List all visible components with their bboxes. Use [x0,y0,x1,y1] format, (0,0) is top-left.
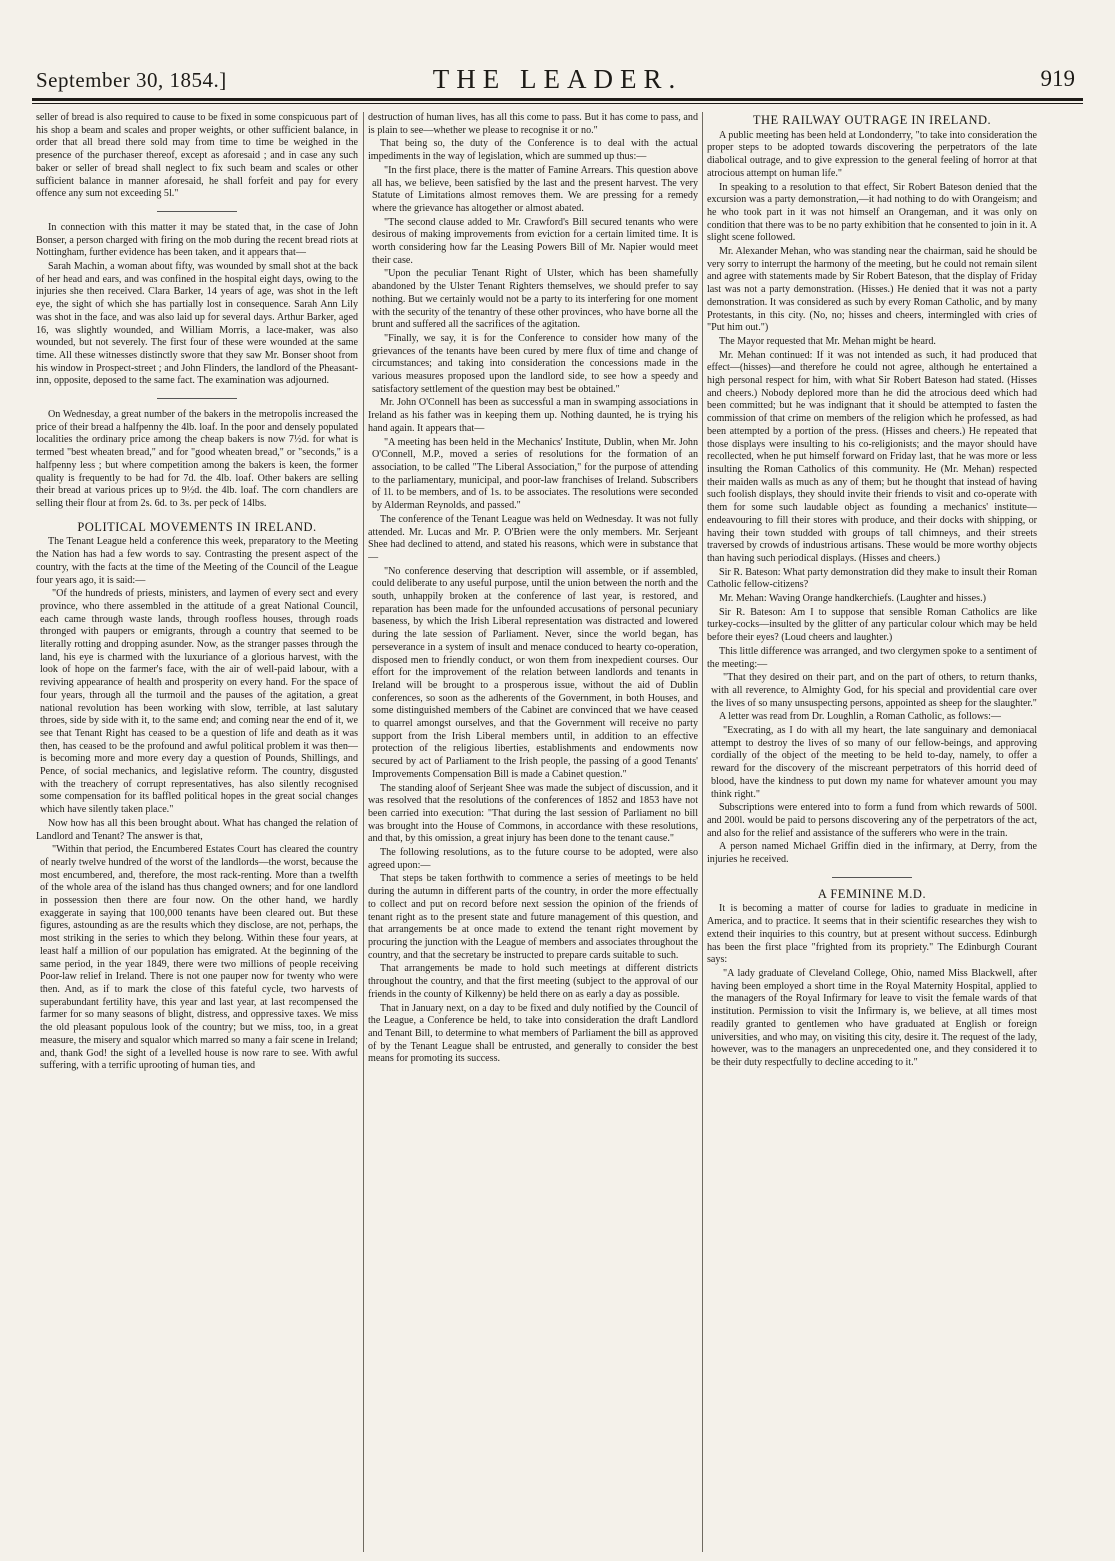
quoted-paragraph: "No conference deserving that description will assemble, or if assembled, could deliberate to any useful purpose, until the union between the north and the south, unhappily broken at the conference of last year, is restored, and reparation has been made for the unfounded accusations of personal pecuniary baseness, by which the Irish Liberal representation was distracted and lowered during the late session of Parliament. Never, since the world began, has perseverance in a system of insult and menace conduced to hearty co-operation, disposed men to friendly conduct, or won them from inexpedient courses. Our effort for the improvement of the relation between landlords and tenants in Ireland will be brought to a prosperous issue, without the aid of Dublin conferences, so soon as the adherents of the Government, in both Houses, and some distinguished members of the Cabinet are convinced that we have ceased to quarrel amongst ourselves, and that the Government will receive no party support from the Irish Liberal members until, in addition to an effective protection of the religious liberties, establishments and endowments now secured by act of Parliament to the Irish people, the passing of a good Tenants' Improvements Compensation Bill is made a Cabinet question." [372,565,698,780]
separator [832,877,912,878]
paragraph: Sir R. Bateson: What party demonstration did they make to insult their Roman Catholic fellow-citizens? [707,566,1037,591]
paragraph: Subscriptions were entered into to form a fund from which rewards of 500l. and 200l. would be paid to persons discovering any of the perpetrators of the act, and also for the relief and assistance of the sufferers who were in the train. [707,802,1037,839]
quoted-paragraph: "Upon the peculiar Tenant Right of Ulster, which has been shamefully abandoned by the Ulster Tenant Righters themselves, we should prefer to say nothing. But we certainly would not be a party to its interfering for one moment with the security of the tenantry of these other provinces, who have borne all the brunt and suffered all the sacrifices of the agitation. [372,268,698,331]
paragraph: Sarah Machin, a woman about fifty, was wounded by small shot at the back of her head and ears, and was confined in the hospital eight days, owing to the injuries she then received. Clara Barker, 14 years of age, was shot in the left eye, the sight of which she has partially lost in consequence. Sarah Ann Lily was shot in the face, and was also laid up for several days. Arthur Barker, aged 16, was slightly wounded, and William Morris, a lace-maker, was also wounded, but not severely. The first four of these were wounded at the same time. All these witnesses distinctly swore that they saw Mr. Bonser shoot from his window in Prospect-street ; and John Flinders, the landlord of the Pheasant-inn, opposite, deposed to the same fact. The examination was adjourned. [36,261,358,387]
paragraph: In connection with this matter it may be stated that, in the case of John Bonser, a person charged with firing on the mob during the recent bread riots at Nottingham, further evidence has been taken, and it appears that— [36,221,358,259]
paragraph: It is becoming a matter of course for ladies to graduate in medicine in America, and to practice. It seems that in their scientific researches they wish to extend their inquiries to this country, but at present without success. Edinburgh has been the first place "frighted from its propriety." The Edinburgh Courant says: [707,903,1037,966]
paragraph: A person named Michael Griffin died in the infirmary, at Derry, from the injuries he received. [707,841,1037,866]
paragraph: Now how has all this been brought about. What has changed the relation of Landlord and Tenant? The answer is that, [36,817,358,842]
paragraph: The Mayor requested that Mr. Mehan might be heard. [719,335,936,347]
quoted-paragraph: "Finally, we say, it is for the Conference to consider how many of the grievances of the tenants have been cured by mere flux of time and change of circumstances; and taking into consideration the concessions made in the various measures proposed upon the landlord side, to see how a speedy and satisfactory settlement of the question may best be obtained." [372,332,698,395]
column-1 [36,112,358,1552]
paragraph: The following resolutions, as to the future course to be adopted, were also agreed upon:— [368,847,698,871]
quoted-paragraph: "Of the hundreds of priests, ministers, and laymen of every sect and every province, who there assembled in the attitude of a great National Council, each came through waste lands, through roofless houses, through roads thronged with paupers or emigrants, through a country that seemed to be literally rotting and dropping asunder. Now, as the stranger passes through the land, his eye is charmed with the luxuriance of a glorious harvest, with the look of hope on the farmer's face, with the air of well-paid labour, with a reviving appearance of health and prosperity on every hand. For the space of four years, through all the turmoil and the pauses of the agitation, a great national revolution has been working with slow, terrible, at last salutary throes, side by side with it, to the same end; and coming near the end of it, we see that Tenant Right has ceased to be a question of life and death as it was then, has ceased to be the profound and awful political problem it was then—is becoming more and more every day a question of Pounds, Shillings, and Pence, of social mechanics, and legislative reform. The country, disgusted with the treachery of corrupt representatives, has also silently recognised some compensation for its baffled political hopes in the great social changes which have silently taken place." [40,588,358,816]
paragraph: destruction of human lives, has all this come to pass. But it has come to pass, and is plain to see—whether we please to recognise it or no." [368,112,698,136]
quoted-paragraph: "The second clause added to Mr. Crawford's Bill secured tenants who were desirous of making improvements from eviction for a certain limited time. It is worth considering how far the Leasing Powers Bill of Mr. Napier would meet their case. [372,216,698,266]
separator [157,398,237,399]
column-divider [363,112,364,1552]
quoted-paragraph: "A meeting has been held in the Mechanics' Institute, Dublin, when Mr. John O'Connell, M.P., moved a series of resolutions for the formation of an association, to be called "The Liberal Association," for the purpose of attending to the parliamentary, municipal, and poor-law franchises of Ireland. Subscribers of 1l. to be members, and of 1s. to be associates. The resolutions were seconded by Alderman Reynolds, and passed." [372,436,698,512]
column-divider [702,112,703,1552]
masthead [32,62,1083,96]
masthead-rule [32,98,1083,101]
paragraph: That being so, the duty of the Conference is to deal with the actual impediments in the way of legislation, which are summed up thus:— [368,138,698,163]
paragraph: A letter was read from Dr. Loughlin, a Roman Catholic, as follows:— [719,711,1002,723]
column-2 [368,112,698,1552]
paragraph: A public meeting has been held at Londonderry, "to take into consideration the proper steps to be adopted towards discovering the perpetrators of the late diabolical outrage, and to give expression to the general feeling of horror at that atrocious attempt on human life." [707,129,1037,179]
quoted-paragraph: "A lady graduate of Cleveland College, Ohio, named Miss Blackwell, after having been employed a short time in the Royal Maternity Hospital, applied to the managers of the Royal Infirmary for leave to visit the female wards of that institution. Permission to visit the Infirmary is, we believe, at all times most readily granted to gentlemen who have graduated at English or foreign universities, and who may, on visiting this city, desire it. The request of the lady, however, was to the managers an unprecedented one, and they considered it to be their duty respectfully to decline acceding to it." [711,968,1037,1068]
paragraph: The Tenant League held a conference this week, preparatory to the Meeting the Nation has had a few words to say. Contrasting the present aspect of the country, with the facts at the time of the Meeting of the Council of the League four years ago, it is said:— [36,536,358,586]
paragraph: Mr. Mehan continued: If it was not intended as such, it had produced that effect—(hisses)—and therefore he could not agree, although he entertained a high personal respect for him, with what Sir Robert Bateson had stated. (Hisses and cheers.) Nobody deplored more than he did the atrocious deed which had been committed; but he was indignant that it should be attempted to fasten the commission of that crime on members of the religion which he professed, as had been attempted by a portion of the press. (Hisses and cheers.) He repeated that those displays were insulting to his co-religionists; and the mayor should have recollected, when he put himself forward on Friday last, that he was more or less insulting the Roman Catholics of this community. He (Mr. Mehan) respected their maiden walls as much as any of them; but he thought that instead of having such foolish displays, they should invite their friends to visit and co-operate with them for some such laudable object as founding a mechanics' institute—endeavouring to fill their stores with produce, and their docks with shipping, or having their town studded with groups of tall chimneys, and their streets traversed by crowds of industrious artisans. These would be more worthy objects than having such periodical displays. (Hisses and cheers.) [707,349,1037,564]
paragraph: On Wednesday, a great number of the bakers in the metropolis increased the price of their bread a halfpenny the 4lb. loaf. In the poor and densely populated localities the ordinary price among the cheap bakers is now 7½d. for what is termed "best wheaten bread," and for "good wheaten bread," or "seconds," is a halfpenny less ; but where competition among the bakers is keen, the former quality is frequently to be had for 7d. the 4lb. loaf. Other bakers are selling their bread at various prices up to 9½d. the 4lb. loaf. The corn chandlers are selling their flour at from 2s. 6d. to 3s. per peck of 14lbs. [36,409,358,509]
separator [157,211,237,212]
masthead-rule-thin [32,103,1083,104]
issue-date: September 30, 1854.] [36,68,227,92]
paragraph: This little difference was arranged, and two clergymen spoke to a sentiment of the meeting:— [707,645,1037,670]
page-number: 919 [1040,66,1075,91]
column-3 [707,112,1037,1552]
paragraph: In speaking to a resolution to that effect, Sir Robert Bateson denied that the excursion was a party demonstration,—it had nothing to do with Orangeism; and he who took part in it was not himself an Orangeman, and it was only on condition that there was to be no party exhibition that he consented to join in it. A slight scene followed. [707,181,1037,244]
article-heading: THE RAILWAY OUTRAGE IN IRELAND. [752,113,992,127]
paragraph: Mr. Alexander Mehan, who was standing near the chairman, said he should be very sorry to interrupt the harmony of the meeting, but he could not remain silent and agree with statements made by Sir Robert Bateson, that the display of Friday last was not a party demonstration. (Hisses.) He denied that it was not a party demonstration. It was considered as such by every Roman Catholic, and by many Protestants, in this city. (No, no; hisses and cheers, intermingled with cries of "Put him out.") [707,246,1037,334]
paragraph: That steps be taken forthwith to commence a series of meetings to be held during the autumn in different parts of the country, in order the more effectually to collect and put on record before next session the opinion of the friends of tenant right as to the present state and future management of this question, and that arrangements be at once made to extend the tenant right movement by procuring the junction with the League of members and associates throughout the country, and that the secretary be instructed to prepare cards suitable to such. [368,873,698,961]
quoted-paragraph: "Within that period, the Encumbered Estates Court has cleared the country of nearly twelve hundred of the worst of the landlords—the worst, because the most encumbered, and, therefore, the most rack-renting. More than a twelfth of the whole area of the island has thus changed owners; and for one landlord in possession then there are four now. On the other hand, we hardly exaggerate in saying that 100,000 tenants have been cleared out. But these figures, astounding as are the results which they disclose, are not, perhaps, the most striking in the series to which they belong. Within these four years, at least half a million of our population has emigrated. At the beginning of the same period, in the year 1849, there were two millions of people receiving Poor-law relief in Ireland. There is not one pauper now for twenty who were then. And, as if to mark the close of this fateful cycle, two harvests of superabundant fertility have, this year and last year, at last recompensed the farmer for so many seasons of blight, distress, and oppressive taxes. We miss the old pleasant populous look of the country; but we miss, too, in a great measure, the misery and squalor which marred so many a fair scene in Ireland; and, thank God! the sight of a levelled house is now rare to see. With awful suffering, with a terrific uprooting of human ties, and [40,844,358,1072]
paragraph: Mr. Mehan: Waving Orange handkerchiefs. (Laughter and hisses.) [719,593,986,605]
quoted-paragraph: "That they desired on their part, and on the part of others, to return thanks, with all reverence, to Almighty God, for his special and providential care over the lives of so many unsuspecting persons, appointed as sheep for the slaughter." [711,672,1037,709]
paragraph: The conference of the Tenant League was held on Wednesday. It was not fully attended. Mr. Lucas and Mr. P. O'Brien were the only members. Mr. Serjeant Shee had declined to attend, and stated his reasons, which were in substance that— [368,513,698,563]
article-heading: POLITICAL MOVEMENTS IN IRELAND. [77,519,317,534]
paragraph: Mr. John O'Connell has been as successful a man in swamping associations in Ireland as his father was in keeping them up. Nothing daunted, he is trying his hand again. It appears that— [368,397,698,434]
paragraph: That in January next, on a day to be fixed and duly notified by the Council of the League, a Conference be held, to take into consideration the draft Landlord and Tenant Bill, to determine to what members of Parliament the bill as approved of by the Tenant League shall be entrusted, and generally to consider the best means for promoting its success. [368,1002,698,1065]
paragraph: seller of bread is also required to cause to be fixed in some conspicuous part of his shop a beam and scales and proper weights, or other sufficient balance, in order that all bread there sold may from time to time be weighed in the presence of the purchaser thereof, except as aforesaid ; and in case any such baker or seller of bread shall neglect to fix such beam and scales or other sufficient balance in manner aforesaid, he shall forfeit and pay for every offence any sum not exceeding 5l." [36,112,358,200]
article-heading: A FEMININE M.D. [817,886,927,901]
paragraph: Sir R. Bateson: Am I to suppose that sensible Roman Catholics are like turkey-cocks—insulted by the glitter of any particular colour which may be held before their eyes? (Loud cheers and laughter.) [707,606,1037,644]
paragraph: That arrangements be made to hold such meetings at different districts throughout the country, and that the first meeting (subject to the approval of our friends in the county of Kilkenny) be held there on as early a day as possible. [368,963,698,1000]
paragraph: The standing aloof of Serjeant Shee was made the subject of discussion, and it was resolved that the resolutions of the conferences of 1852 and 1853 have not been carried into execution: "That during the last session of Parliament no bill was brought into the House of Commons, in accordance with these resolutions, and that, by this omission, a great injury has been done to the tenant cause." [368,782,698,845]
quoted-paragraph: "In the first place, there is the matter of Famine Arrears. This question above all has, we believe, been satisfied by the last and the present harvest. The very Statute of Limitations almost removes them. We are pressing for a remedy where the grievance has altogether or almost abated. [372,164,698,214]
quoted-paragraph: "Execrating, as I do with all my heart, the late sanguinary and demoniacal attempt to destroy the lives of so many of our fellow-beings, and approving cordially of the object of the meeting to be held to-day, namely, to offer a reward for the discovery of the miscreant perpetrators of this horrid deed of blood, have the kindness to put down my name for whatever amount you may think right." [711,725,1037,800]
newspaper-title: THE LEADER. [432,64,683,94]
